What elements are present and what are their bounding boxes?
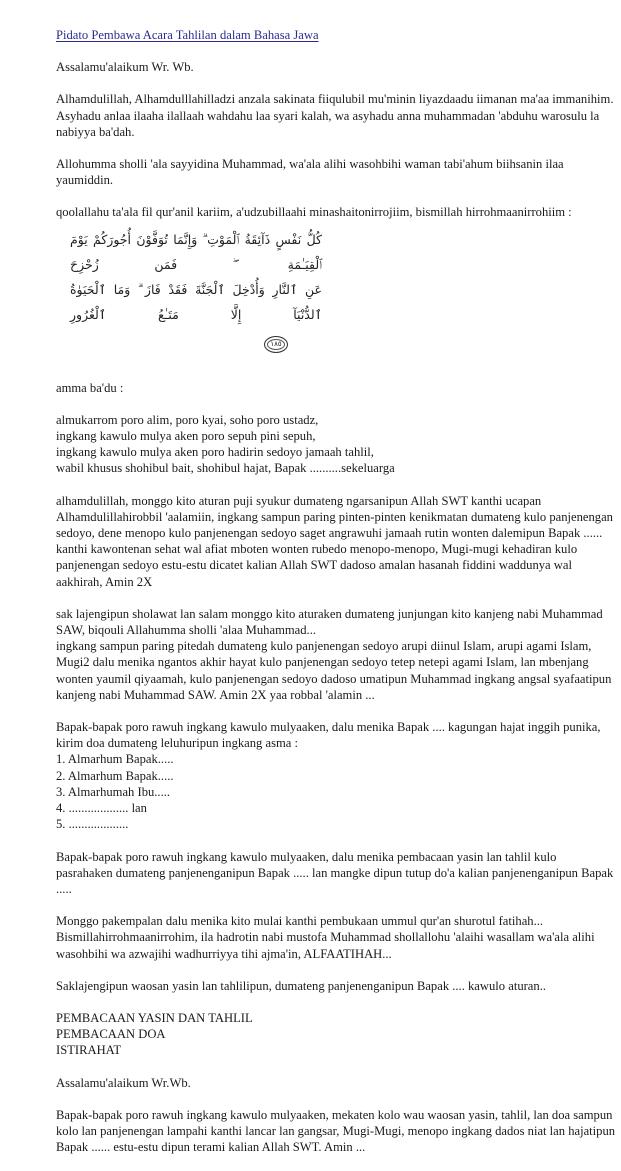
salutation-line: wabil khusus shohibul bait, shohibul hajat, Bapak ..........sekeluarga — [56, 461, 395, 476]
arabic-verse-line-1: كُلُّ نَفْسٍ ذَآئِقَةُ ٱلْمَوْتِ ۗ وَإِنَّمَا تُوَفَّوْنَ أُجُورَكُمْ يَوْمَ ٱلْقِيَـٰمَةِ ۖ فَمَن زُحْزِحَ — [70, 231, 322, 272]
opening-praise-paragraph: Alhamdulillah, Alhamdulllahilladzi anzala sakinata fiiqulubil mu'minin liyazdaadu iimanan ma'aa immanihim. Asyhadu anlaa ilaaha ilallaah wahdahu laa syari kalah, wa asyhadu anna muhammadan 'abduhu warosulu la nabiyya ba'dah. — [56, 92, 614, 139]
saklajengipun-paragraph: Saklajengipun waosan yasin lan tahlilipun, dumateng panjenenganipun Bapak .... kawulo aturan.. — [56, 978, 546, 993]
ancestor-list-item: 2. Almarhum Bapak..... — [56, 768, 174, 783]
agenda-list — [56, 1010, 616, 1059]
title-paragraph — [56, 27, 616, 43]
hajat-paragraph — [56, 719, 616, 832]
document-page — [56, 27, 616, 1171]
pasrah-paragraph: Bapak-bapak poro rawuh ingkang kawulo mulyaaken, dalu menika pembacaan yasin lan tahlil kulo pasrahaken dumateng panjenenganipun Bapak ..... lan mangke dipun tutup do'a kalian panjenenganipun Bapak ..... — [56, 849, 614, 896]
greeting-closing: Assalamu'alaikum Wr.Wb. — [56, 1075, 191, 1090]
ayah-number-marker — [70, 329, 322, 354]
fatihah-line-1: Monggo pakempalan dalu menika kito mulai kanthi pembukaan ummul qur'an shurotul fatihah... — [56, 914, 544, 929]
agenda-item: ISTIRAHAT — [56, 1043, 122, 1058]
sholawat-nabi-line-1: sak lajengipun sholawat lan salam monggo kito aturaken dumateng junjungan kito kanjeng nabi Muhammad SAW, biqouli Allahumma sholli 'alaa Muhammad... — [56, 606, 603, 638]
salutation-line: ingkang kawulo mulya aken poro sepuh pini sepuh, — [56, 429, 316, 444]
qoola-paragraph: qoolallahu ta'ala fil qur'anil kariim, a'udzubillaahi minashaitonirrojiim, bismillah hirrohmaanirrohiim : — [56, 205, 572, 220]
salutation-line: ingkang kawulo mulya aken poro hadirin sedoyo jamaah tahlil, — [56, 445, 374, 460]
sholawat-nabi-paragraph — [56, 606, 616, 703]
fatihah-line-2: Bismillahirrohmaanirrohim, ila hadrotin nabi mustofa Muhammad shollallohu 'alaihi wasallam wa'ala alihi wasohbihi wa azwajihi wadhurriyya tihi ajma'in, ALFAATIHAH... — [56, 930, 595, 961]
salutations-paragraph — [56, 412, 616, 477]
agenda-item: PEMBACAAN YASIN DAN TAHLIL — [56, 1010, 253, 1025]
sholawat-nabi-line-2: ingkang sampun paring pitedah dumateng kulo panjenengan sedoyo arupi diinul Islam, arupi agami Islam, Mugi2 dalu menika ngantos akhir hayat kulo panjenengan sedoyo tetep netepi agami Islam, lan mbenjang wonten yaumil qiyaamah, kulo panjenengan sedoyo dadoso umatipun Muhammad ingkang angsal syafaatipun kanjeng nabi Muhammad SAW. Amin 2X yaa robbal 'alamin ... — [56, 639, 612, 702]
ancestor-list-item: 4. ................... lan — [56, 801, 147, 816]
ancestor-list-item: 1. Almarhum Bapak..... — [56, 752, 174, 767]
fatihah-paragraph — [56, 913, 616, 962]
quran-verse-image — [70, 227, 322, 354]
sholawat-paragraph: Allohumma sholli 'ala sayyidina Muhammad, wa'ala alihi wasohbihi waman tabi'ahum biihsanin ilaa yaumiddin. — [56, 157, 564, 188]
arabic-verse-line-2: عَنِ ٱلنَّارِ وَأُدْخِلَ ٱلْجَنَّةَ فَقَدْ فَازَ ۗ وَمَا ٱلْحَيَوٰةُ ٱلدُّنْيَآ إِلَّا مَتَـٰعُ ٱلْغُرُورِ — [70, 281, 322, 322]
ancestor-list-item: 3. Almarhumah Ibu..... — [56, 784, 171, 799]
document-title-link[interactable]: Pidato Pembawa Acara Tahlilan dalam Bahasa Jawa — [56, 28, 319, 42]
greeting-opening: Assalamu'alaikum Wr. Wb. — [56, 60, 194, 75]
agenda-item: PEMBACAAN DOA — [56, 1027, 166, 1042]
amma-badu-paragraph: amma ba'du : — [56, 380, 124, 395]
syukur-paragraph: alhamdulillah, monggo kito aturan puji syukur dumateng ngarsanipun Allah SWT kanthi ucapan Alhamdulillahirobbil 'aalamiin, ingkang sampun paring pinten-pinten kenikmatan dumateng kulo panjenengan sedoyo, dene menopo kulo panjenengan sedoyo saget angrawuhi jamaah rutin wonten dalemipun Bapak ...... kanthi kawontenan sehat wal afiat mboten wonten rubedo menopo-menopo, Mugi-mugi kehadiran kulo panjenengan sedoyo estu-estu dicatet kalian Allah SWT dadoso amalan hasanah fiddini waddunya wal aakhirah, Amin 2X — [56, 493, 613, 589]
ancestor-list-item: 5. ................... — [56, 817, 129, 832]
closing-paragraph: Bapak-bapak poro rawuh ingkang kawulo mulyaaken, mekaten kolo wau waosan yasin, tahlil, lan doa sampun kolo lan panjenengan lampahi kanthi lancar lan gangsar, Mugi-Mugi, menopo ingkang dados niat lan hajatipun Bapak ...... estu-estu dipun terami kalian Allah SWT. Amin ... — [56, 1107, 616, 1155]
salutation-line: almukarrom poro alim, poro kyai, soho poro ustadz, — [56, 412, 319, 427]
ayah-number-icon: ١٨٥ — [264, 336, 288, 353]
hajat-intro: Bapak-bapak poro rawuh ingkang kawulo mulyaaken, dalu menika Bapak .... kagungan hajat inggih punika, kirim doa dumateng leluhuripun ingkang asma : — [56, 720, 601, 751]
